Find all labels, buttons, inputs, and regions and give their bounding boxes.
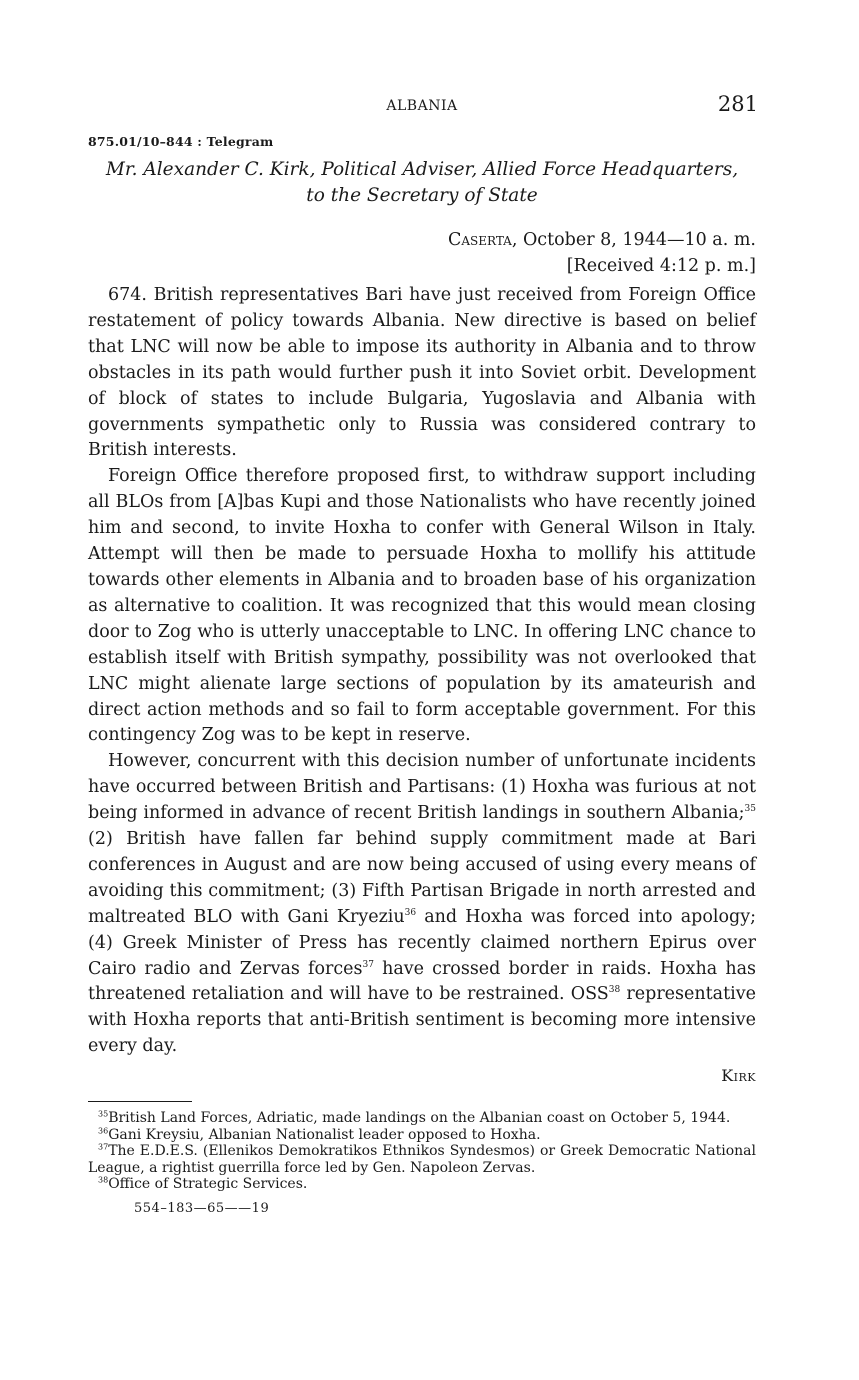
paragraph-3: [88, 749, 756, 1060]
footnote-text: Office of Strategic Services.: [108, 1176, 308, 1193]
footnote-text: Gani Kreysiu, Albanian Nationalist leader opposed to Hoxha.: [108, 1126, 541, 1143]
heading-line-2: to the Secretary of State: [306, 185, 538, 206]
running-title: ALBANIA: [386, 98, 458, 114]
page-number: 281: [717, 92, 758, 116]
document-page: [88, 92, 756, 1216]
printer-code: 554–183—65——19: [134, 1200, 270, 1216]
footnote-ref-38: 38: [608, 985, 621, 996]
paragraph-1: 674. British representatives Bari have just received from Foreign Office restatement of policy towards Albania. New directive is based on belief that LNC will now be able to impose its authority in Albania and to throw obstacles in its path would further push it into Soviet orbit. Development of block of states to include Bulgaria, Yugoslavia and Albania with governments sympathetic only to Russia was considered contrary to British interests.: [88, 285, 756, 461]
dateline-received: [Received 4:12 p. m.]: [566, 256, 756, 276]
paragraph-3-segment: (2) British have fallen far behind supply commitment made at Bari conferences in August and are now being accused of using every means of avoiding this commitment; (3) Fifth Partisan Brigade in north arrested and maltreated BLO with Gani Kryeziu: [88, 829, 756, 927]
footnote-ref-37: 37: [362, 959, 374, 970]
footnote-text: The E.D.E.S. (Ellenikos Demokratikos Ethnikos Syndesmos) or Greek Democratic National League, a rightist guerrilla force led by Gen. Napoleon Zervas.: [88, 1143, 756, 1176]
signature: Kirk: [721, 1066, 756, 1086]
file-reference: 875.01/10–844 : Telegram: [88, 134, 274, 149]
dateline-date: , October 8, 1944—10 a. m.: [511, 230, 756, 250]
footnote-item: [88, 1110, 756, 1127]
footnote-marker: 38: [98, 1175, 109, 1185]
dateline-place-date: [88, 227, 756, 253]
footnote-ref-36: 36: [404, 907, 417, 918]
footnote-text: British Land Forces, Adriatic, made landings on the Albanian coast on October 5, 1944.: [108, 1110, 731, 1127]
footnote-ref-35: 35: [744, 804, 756, 815]
footnote-item: [88, 1143, 756, 1176]
footnote-marker: 37: [98, 1142, 109, 1152]
footnote-item: [88, 1176, 756, 1193]
footnote-item: [88, 1127, 756, 1144]
running-head: [88, 92, 756, 122]
paragraph-3-segment: representative with Hoxha reports that anti-British sentiment is becoming more intensive every day.: [88, 984, 756, 1057]
dateline: [88, 227, 756, 279]
footnotes: [88, 1110, 756, 1193]
heading-line-1: Mr. Alexander C. Kirk, Political Adviser, Allied Force Headquarters,: [105, 159, 739, 180]
paragraph-3-segment: and Hoxha was forced into apology; (4) Greek Minister of Press has recently claimed northern Epirus over Cairo radio and Zervas forces: [88, 906, 756, 979]
telegram-body: [88, 283, 756, 1060]
footnote-marker: 35: [98, 1109, 109, 1119]
document-heading: [88, 157, 756, 209]
paragraph-3-segment: However, concurrent with this decision number of unfortunate incidents have occurred between British and Partisans: (1) Hoxha was furious at not being informed in advance of recent British landings in southern Albania;: [88, 751, 756, 824]
paragraph-2: Foreign Office therefore proposed first, to withdraw support including all BLOs from [A]bas Kupi and those Nationalists who have recently joined him and second, to invite Hoxha to confer with General Wilson in Italy. Attempt will then be made to persuade Hoxha to mollify his attitude towards other elements in Albania and to broaden base of his organization as alternative to coalition. It was recognized that this would mean closing door to Zog who is utterly unacceptable to LNC. In offering LNC chance to establish itself with British sympathy, possibility was not overlooked that LNC might alienate large sections of population by its amateurish and direct action methods and so fail to form acceptable government. For this contingency Zog was to be kept in reserve.: [88, 466, 756, 746]
footnote-marker: 36: [98, 1126, 109, 1136]
dateline-place: Caserta: [447, 230, 512, 250]
footnote-divider: [88, 1101, 192, 1102]
paragraph-3-segment: have crossed border in raids. Hoxha has threatened retaliation and will have to be restrained. OSS: [88, 958, 757, 1005]
